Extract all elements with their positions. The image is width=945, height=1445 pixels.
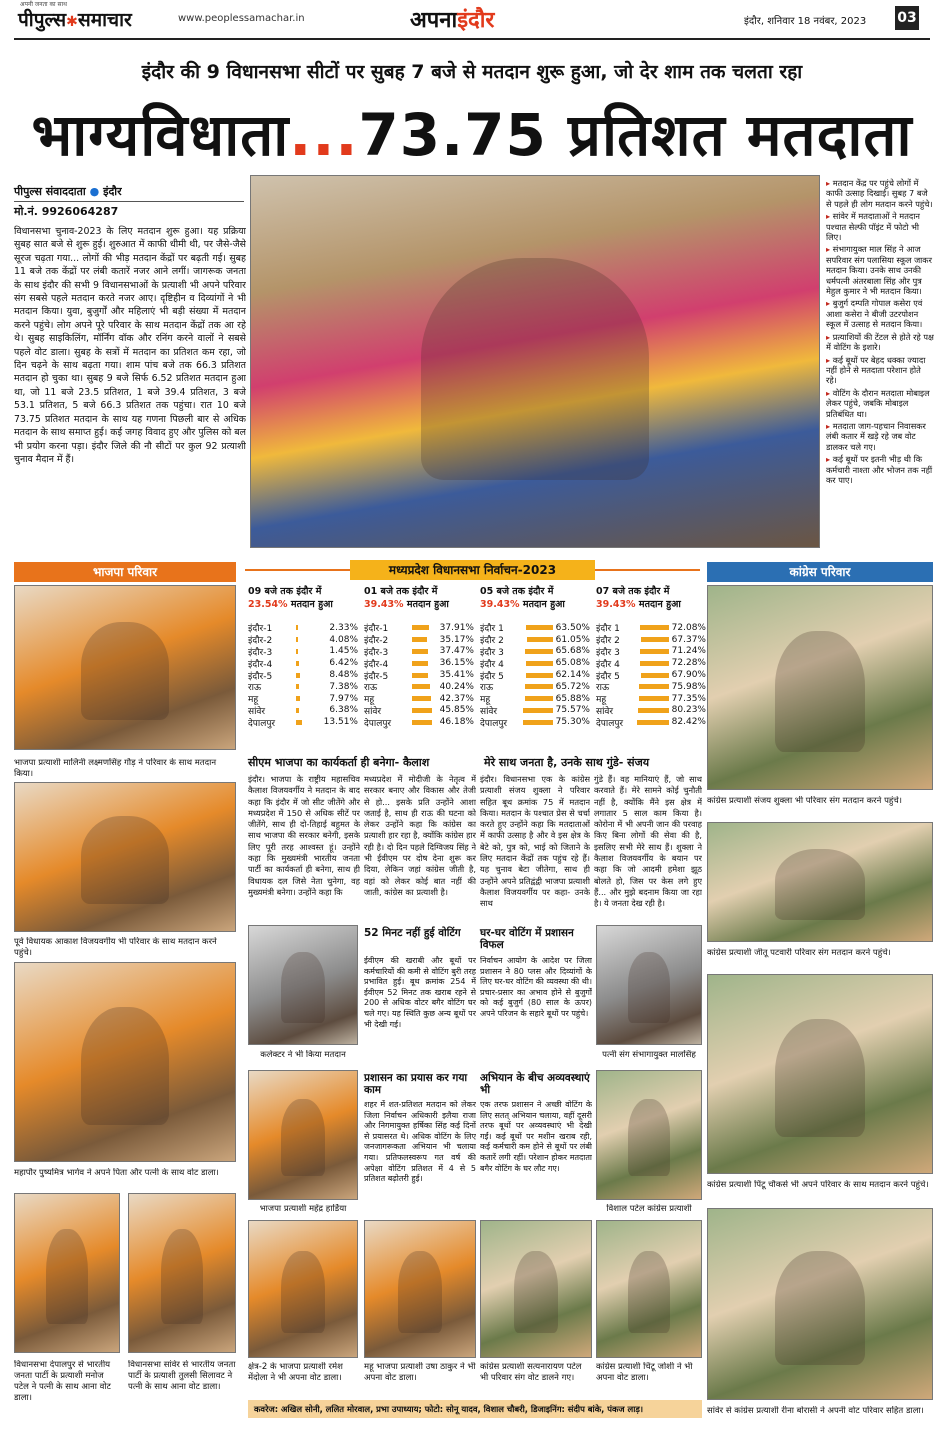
vishal-photo [596,1070,702,1200]
bjp-caption: विधानसभा देपालपुर से भारतीय जनता पार्टी के प्रत्याशी मनोज पटेल ने पत्नी के साथ आना वोट डाला। [14,1360,111,1403]
commissioner-photo [596,925,702,1045]
congress-caption: कांग्रेस प्रत्याशी संजय शुक्ला भी परिवार संग मतदान करने पहुंचे। [707,796,903,806]
main-headline-a: भाग्यविधाता [31,101,290,169]
story-kailash-headline: सीएम भाजपा का कार्यकर्ता ही बनेगा- कैलाश [248,756,430,769]
brief-52min-headline: 52 मिनट नहीं हुई वोटिंग [364,927,461,939]
hardia-photo [248,1070,358,1200]
logo-left: पीपुल्स [18,9,67,31]
main-headline-b: 73.75 प्रतिशत मतदाता [358,101,913,169]
chart-value-label: 37.91% [439,622,474,633]
commissioner-caption: पत्नी संग संभागायुक्त मालसिंह [602,1050,696,1060]
side-bullet: ▸ कई बूथों पर इतनी भीड़ थी कि कर्मचारी नाश्ता और भोजन तक नहीं कर पाए। [826,454,934,485]
chart-bar [412,625,429,630]
chart-value-label: 4.08% [329,634,358,645]
chart-bar [412,720,432,725]
chart-value-label: 75.98% [671,681,706,692]
chart-bar [523,720,553,725]
byline-phone: मो.नं. 9926064287 [14,205,119,218]
chart-bar [639,684,669,689]
chart-value-label: 80.23% [671,705,706,716]
section-title-main: इंदौर [457,8,495,33]
chart-row [248,646,358,658]
chart-row [480,693,590,705]
chart-category-label: इंदौर 4 [596,659,620,670]
chart-bar [296,661,299,666]
chart-bar [641,637,669,642]
hardia-caption: भाजपा प्रत्याशी महेंद्र हार्डिया [259,1204,347,1214]
chart-row [364,681,474,693]
congress-photo-sanjay [707,585,933,790]
dateline: इंदौर, शनिवार 18 नवंबर, 2023 [744,16,867,27]
story-sanjay-headline: मेरे साथ जनता है, उनके साथ गुंडे- संजय [484,756,650,769]
main-headline-dots: ... [289,101,359,169]
chart-row [364,646,474,658]
bjp-photo-pushyamitra [14,962,236,1162]
chart-category-label: इंदौर-1 [364,624,389,635]
credits-strip: कवरेज: अखिल सोनी, ललित मोरवाल, प्रभा उपाध्याय; फोटो: सोनू यादव, विशाल चौबरी, डिजाइनिंग: संदीप बांके, पंकज लाड़। [248,1400,702,1418]
chart-title: 01 बजे तक इंदौर में [364,586,438,597]
bjp-caption: पूर्व विधायक आकाश विजयवर्गीय भी परिवार के साथ मतदान करने पहुंचे। [14,937,217,958]
masthead [0,0,945,40]
chart-row [364,669,474,681]
byline [14,184,244,202]
chart-bar [523,708,553,713]
bjp-band: भाजपा परिवार [14,562,236,582]
chart-category-label: इंदौर-4 [364,659,389,670]
chart-row [364,693,474,705]
voters-queue-photo [250,175,820,548]
chart-value-label: 40.24% [439,681,474,692]
chart-value-label: 65.68% [555,646,590,657]
headline-kicker: इंदौर की 9 विधानसभा सीटों पर सुबह 7 बजे से मतदान शुरू हुआ, जो देर शाम तक चलता रहा [141,61,803,83]
chart-value-label: 1.45% [329,646,358,657]
chart-row [596,716,706,728]
satyanarayan-photo [480,1220,592,1358]
chart-value-label: 35.41% [439,670,474,681]
congress-photo-pintu [707,974,933,1174]
collector-caption: कलेक्टर ने भी किया मतदान [260,1050,346,1060]
chart-category-label: इंदौर 5 [480,671,504,682]
chart-category-label: इंदौर 3 [480,648,504,658]
lead-story: विधानसभा चुनाव-2023 के लिए मतदान शुरू हुआ। यह प्रक्रिया सुबह सात बजे से शुरू हुई। शुरुआत में काफी धीमी थी, पर जैसे-जैसे सूरज चढ़ता गया... लोगों की भीड़ मतदान केंद्रों पर बढ़ती गई। सुबह 11 बजे तक केंद्रों पर लंबी कतारें नजर आने लगीं। जागरूक जनता के साथ इंदौर की सभी 9 विधानसभाओं के प्रत्याशी भी अपने परिवार संग सबसे पहले मतदान करते नजर आए। दृष्टिहीन व दिव्यांगों ने भी मतदान किया। युवा, बुजुर्गों और महिलाएं भी बड़ी संख्या में मतदान करने पहुंचे। लोग अपने पूरे परिवार के साथ मतदान केंद्रों तक आ रहे थे। सुबह साइकिलिंग, मॉर्निंग वॉक और रनिंग करने वालों ने सबसे पहले वोट डाला। सुबह के सत्रों में मतदान का प्रतिशत कम रहा, जो दिन चढ़ने के साथ बढ़ता गया। शाम पांच बजे तक 66.3 प्रतिशत मतदान हो चुका था। सुबह 9 बजे सिर्फ 6.52 प्रतिशत मतदान हुआ था, जो 11 बजे 23.5 प्रतिशत, 1 बजे 39.4 प्रतिशत, 3 बजे 53.1 प्रतिशत, 5 बजे 66.3 प्रतिशत तक पहुंचा। रात 10 बजे 73.75 प्रतिशत मतदान के साथ यह गणना पिछली बार से अधिक मतदान के साथ समाप्त हुई। कई जगह विवाद हुए और पुलिस को बल भी प्रयोग करना पड़ा। इंदौर जिले की नौ सीटों पर कुल 92 प्रत्याशी चुनाव मैदान में हैं। [14,226,246,465]
chart-bar [412,637,427,642]
chart-value-label: 46.18% [439,717,474,728]
chart-bar [412,673,428,678]
main-headline [14,100,930,170]
side-bullet: ▸ बुजुर्ग दम्पति गोपाल कसेरा एवं आशा कसेरा ने बीजी उटरपोशन स्कूल में उत्साह से मतदान किया। [826,298,934,329]
chart-title: 09 बजे तक इंदौर में [248,586,322,597]
chintu-photo [596,1220,702,1358]
logo-mid: समाचार [77,9,132,31]
chart-category-label: इंदौर 2 [596,636,620,647]
side-bullet: ▸ मतदाता जाग-पहचान निवासकर लंबी कतार में खड़े रहे जब वोट डालकर चले गए। [826,421,934,452]
chart-bar [412,661,428,666]
chart-bar [412,649,428,654]
chart-row [596,693,706,705]
chart-category-label: राऊ [248,683,262,694]
brief-prashasan-body: निर्वाचन आयोग के आदेश पर जिला प्रशासन ने 80 प्लस और दिव्यांगों के लिए घर-घर वोटिंग की व्यवस्था की थी। प्रचार-प्रसार का अभाव होने से बुजुर्गों को कई बुजुर्ग (80 साल के ऊपर) अपने परिजन के सहारे बूथों पर पहुंचे। [480,956,592,1018]
chart-category-label: सांवेर [480,706,498,717]
chart-subtitle-pct: 23.54% [248,599,291,610]
chart-category-label: इंदौर 4 [480,659,504,670]
chart-subtitle [364,598,474,611]
chart-subtitle-rest: मतदान हुआ [638,599,681,610]
chart-value-label: 62.14% [555,670,590,681]
chart-value-label: 71.24% [671,646,706,657]
congress-caption: कांग्रेस प्रत्याशी पिंटू चौकसे भी अपने परिवार के साथ मतदान करने पहुंचे। [707,1180,929,1190]
congress-photo-jitu [707,822,933,942]
chart-row [364,622,474,634]
chart-title: 05 बजे तक इंदौर में [480,586,554,597]
chart-subtitle-rest: मतदान हुआ [406,599,449,610]
section-title-pre: अपना [410,8,458,33]
chart-row [248,634,358,646]
side-bullets [826,178,934,548]
chart-bar [296,696,300,701]
side-bullet: ▸ प्रत्याशियों की टेंटल से होते रहे पक्ष में वोटिंग के इशारे। [826,332,934,353]
chart-value-label: 36.15% [439,658,474,669]
newspaper-logo[interactable] [18,6,132,32]
chart-bar [638,708,669,713]
chart-category-label: इंदौर-5 [364,671,389,682]
chart-row [248,716,358,728]
chart-bar [296,673,300,678]
chart-category-label: इंदौर 5 [596,671,620,682]
turnout-chart [364,586,474,728]
chart-category-label: इंदौर-3 [364,648,389,658]
chart-category-label: इंदौर-4 [248,659,273,670]
chart-row [248,681,358,693]
chart-bar [526,625,553,630]
chart-value-label: 77.35% [671,693,706,704]
congress-caption: कांग्रेस प्रत्याशी जीतू पटवारी परिवार संग मतदान करने पहुंचे। [707,948,891,958]
chart-row [480,634,590,646]
logo-tagline: अपनी जनता का साथ [20,1,67,8]
chart-category-label: महू [480,695,491,706]
chart-category-label: महू [248,695,259,706]
chart-bar [296,649,298,654]
turnout-chart [596,586,706,728]
chart-bar [412,708,432,713]
chart-bar [296,684,299,689]
masthead-rule [14,38,930,40]
bjp-caption: महापौर पुष्यमित्र भार्गव ने अपने पिता और पत्नी के साथ वोट डाला। [14,1168,219,1178]
chart-bar [296,708,299,713]
chart-category-label: देपालपुर [480,718,508,729]
chart-band [245,560,700,580]
byline-place: इंदौर [103,185,122,198]
story-sanjay-col1: इंदौर। विधानसभा एक के कांग्रेस प्रत्याशी संजय शुक्ला ने परिवार सहित बूथ क्रमांक 75 में मतदान किया। मतदान के पश्चात प्रेस से चर्चा करते हुए उन्होंने कहा कि मतदाताओं में काफी उत्साह है और वे इस क्षेत्र के बेटे को, पुत्र को, भाई को जिताने के लिए मतदान केंद्रों तक पहुंच रहे हैं। यह चुनाव बेटा जीतेगा, साथ ही उन्होंने अपने प्रतिद्वंद्वी भाजपा प्रत्याशी कैलाश विजयवर्गीय पर कहा- उनके साथ [480,774,590,909]
chart-row [596,634,706,646]
side-bullet: ▸ वोटिंग के दौरान मतदाता मोबाइल लेकर पहुंचे, जबकि मोबाइल प्रतिबंधित था। [826,388,934,419]
ramesh-caption: क्षेत्र-2 के भाजपा प्रत्याशी रमेश मेंदोला ने भी अपना वोट डाला। [248,1362,343,1383]
dot-icon: ● [89,185,100,198]
brief-prayas-headline: प्रशासन का प्रयास कर गया काम [364,1072,468,1096]
chart-row [480,622,590,634]
chart-row [248,705,358,717]
chart-subtitle-pct: 39.43% [596,599,639,610]
chart-bar [412,684,430,689]
usha-caption: महू भाजपा प्रत्याशी उषा ठाकुर ने भी अपना वोट डाला। [364,1362,476,1383]
chart-band-title: मध्यप्रदेश विधानसभा निर्वाचन-2023 [350,560,595,580]
chart-subtitle-pct: 39.43% [364,599,407,610]
bjp-photo-akash [14,782,236,932]
chart-row [248,669,358,681]
chart-value-label: 82.42% [671,717,706,728]
side-bullet: ▸ संभागायुक्त माल सिंह ने आज सपरिवार संग पलासिया स्कूल जाकर मतदान किया। उनके साथ उनकी धर्मपत्नी अंतरबाला सिंह और पुत्र मेहुल कुमार ने भी मतदान किया। [826,244,934,296]
side-bullet: ▸ मतदान केंद्र पर पहुंचे लोगों में काफी उत्साह दिखाई। सुबह 7 बजे से पहले ही लोग मतदान करने पहुंचे। [826,178,934,209]
chart-value-label: 7.38% [329,681,358,692]
chart-value-label: 65.72% [555,681,590,692]
chart-value-label: 2.33% [329,622,358,633]
chart-bar [525,649,552,654]
chintu-caption: कांग्रेस प्रत्याशी चिंटू जोशी ने भी अपना वोट डाला। [596,1362,693,1383]
chart-value-label: 35.17% [439,634,474,645]
chart-bar [525,684,552,689]
chart-category-label: इंदौर-5 [248,671,273,682]
chart-row [480,716,590,728]
chart-row [248,622,358,634]
chart-row [480,646,590,658]
chart-value-label: 6.38% [329,705,358,716]
chart-bar [640,649,669,654]
chart-value-label: 42.37% [439,693,474,704]
congress-caption: सांवेर से कांग्रेस प्रत्याशी रीना बोरासी ने अपनी वोट परिवार सहित डाला। [707,1406,924,1416]
chart-title: 07 बजे तक इंदौर में [596,586,670,597]
chart-subtitle-rest: मतदान हुआ [290,599,333,610]
chart-row [248,657,358,669]
chart-value-label: 67.37% [671,634,706,645]
section-title [410,4,494,34]
chart-row [596,705,706,717]
logo-star-icon: ✱ [66,14,78,30]
chart-bar [527,637,553,642]
chart-category-label: इंदौर 2 [480,636,504,647]
chart-bar [641,673,669,678]
chart-value-label: 7.97% [329,693,358,704]
bjp-photo-malini [14,585,236,750]
usha-photo [364,1220,476,1358]
chart-category-label: महू [364,695,375,706]
chart-bar [525,696,552,701]
bjp-caption: भाजपा प्रत्याशी मालिनी लक्ष्मणसिंह गौड़ ने परिवार के साथ मतदान किया। [14,758,217,779]
story-kailash-col2: मध्यप्रदेश में मोदीजी के नेतृत्व में सरकार बनाए और विकास और तेजी से हो... इसके प्रति उन्होंने आशा जताई है, साथ ही राऊ की घटना को लेकर उन्होंने कहा कि कांग्रेस का प्रत्याशी हार रहा है, क्योंकि कांग्रेस हार रही है। दो दिन पहले दिग्विजय सिंह ने भी ईवीएम पर दोष देना शुरू कर दिया, लेकिन जहां कांग्रेस जीती है, वहां को लेकर कोई बात नहीं की जाती, कांग्रेस का प्रत्याशी है। [364,774,476,897]
chart-bar [296,637,298,642]
chart-category-label: राऊ [596,683,610,694]
page-number: 03 [895,6,919,30]
chart-row [364,705,474,717]
congress-photo-reena [707,1208,933,1400]
congress-band: कांग्रेस परिवार [707,562,933,582]
chart-category-label: इंदौर-2 [364,636,389,647]
chart-category-label: इंदौर 1 [596,624,620,635]
collector-photo [248,925,358,1045]
chart-bar [412,696,431,701]
chart-value-label: 72.28% [671,658,706,669]
chart-category-label: देपालपुर [248,718,276,729]
chart-category-label: राऊ [364,683,378,694]
chart-value-label: 75.57% [555,705,590,716]
chart-value-label: 75.30% [555,717,590,728]
brief-prashasan-headline: घर-घर वोटिंग में प्रशासन विफल [480,927,574,951]
chart-bar [526,661,553,666]
chart-row [364,657,474,669]
chart-category-label: देपालपुर [364,718,392,729]
chart-category-label: सांवेर [248,706,266,717]
chart-subtitle [596,598,706,611]
chart-value-label: 72.08% [671,622,706,633]
chart-category-label: सांवेर [596,706,614,717]
chart-value-label: 65.88% [555,693,590,704]
turnout-chart [480,586,590,728]
vishal-caption: विशाल पटेल कांग्रेस प्रत्याशी [606,1204,692,1214]
chart-bar [296,720,302,725]
chart-category-label: इंदौर-2 [248,636,273,647]
chart-value-label: 63.50% [555,622,590,633]
chart-row [364,716,474,728]
chart-row [596,622,706,634]
chart-bar [640,661,669,666]
ramesh-photo [248,1220,358,1358]
brief-abhiyan-headline: अभियान के बीच अव्यवस्थाएं भी [480,1072,590,1096]
chart-bar [640,625,669,630]
chart-subtitle [480,598,590,611]
chart-category-label: इंदौर 3 [596,648,620,658]
chart-value-label: 61.05% [555,634,590,645]
site-url[interactable]: www.peoplessamachar.in [178,13,305,24]
chart-row [596,669,706,681]
chart-row [596,681,706,693]
chart-category-label: इंदौर-1 [248,624,273,635]
chart-row [480,681,590,693]
turnout-chart [248,586,358,728]
brief-prayas-body: शहर में शत-प्रतिशत मतदान को लेकर जिला निर्वाचन अधिकारी इलैया राजा और निगमायुक्त हर्षिका सिंह कई दिनों से प्रयासरत थे। अधिक वोटिंग के लिए जनजागरूकता अभियान भी चलाया गया। प्रतिफलस्वरूप गत वर्ष की अपेक्षा वोटिंग प्रतिशत में 4 से 5 प्रतिशत बढ़ोतरी हुई। [364,1100,476,1184]
chart-bar [526,673,552,678]
bjp-caption: विधानसभा सांवेर से भारतीय जनता पार्टी के प्रत्याशी तुलसी सिलावट ने पत्नी के साथ आना वोट डाला। [128,1360,236,1392]
chart-row [596,646,706,658]
chart-subtitle-pct: 39.43% [480,599,523,610]
chart-row [248,693,358,705]
byline-reporter: पीपुल्स संवाददाता [14,185,86,198]
chart-subtitle-rest: मतदान हुआ [522,599,565,610]
chart-value-label: 6.42% [329,658,358,669]
chart-category-label: महू [596,695,607,706]
brief-abhiyan-body: एक तरफ प्रशासन ने अच्छी वोटिंग के लिए सतत् अभियान चलाया, वहीं दूसरी तरफ बूथों पर अव्यवस्थाएं भी देखी गईं। कई बूथों पर मशीन खराब रही, कई कर्मचारी कम होने से बूथों पर लंबी कतारें लगी रहीं। परेशान होकर मतदाता बगैर वोटिंग के घर लौट गए। [480,1100,592,1173]
chart-subtitle [248,598,358,611]
chart-category-label: सांवेर [364,706,382,717]
chart-value-label: 8.48% [329,670,358,681]
chart-bar [637,720,668,725]
chart-value-label: 65.08% [555,658,590,669]
chart-bar [639,696,669,701]
chart-value-label: 13.51% [323,717,358,728]
chart-row [596,657,706,669]
story-kailash-col1: इंदौर। भाजपा के राष्ट्रीय महासचिव कैलाश विजयवर्गीय ने मतदान के बाद कहा कि इंदौर में जो सीट जीतेंगे और मध्यप्रदेश में 150 से अधिक सीटें पर जीतेंगे, साथ ही दो-तिहाई बहुमत के साथ भाजपा की सरकार बनेगी, इसके लिए पूरी तरह आश्वस्त हूं। उन्होंने कहा कि मुख्यमंत्री भारतीय जनता पार्टी का कार्यकर्ता ही बनेगा, साथ ही विधायक दल जिसे नेता चुनेगा, वह मुख्यमंत्री बनेगा। उन्होंने कहा कि [248,774,360,897]
bjp-photo-manoj [14,1193,120,1353]
side-bullet: ▸ कई बूथों पर बेहद धक्का ज्यादा नहीं होने से मतदाता परेशान होते रहे। [826,355,934,386]
bjp-photo-tulsi [128,1193,236,1353]
chart-bar [296,625,298,630]
chart-value-label: 37.47% [439,646,474,657]
side-bullet: ▸ सांवेर में मतदाताओं ने मतदान पश्चात सेल्फी पॉइंट में फोटो भी लिए। [826,211,934,242]
chart-category-label: राऊ [480,683,494,694]
chart-category-label: इंदौर 1 [480,624,504,635]
chart-row [480,657,590,669]
chart-value-label: 67.90% [671,670,706,681]
chart-category-label: देपालपुर [596,718,624,729]
chart-row [364,634,474,646]
brief-52min-body: ईवीएम की खराबी और बूथों पर कर्मचारियों की कमी से वोटिंग बुरी तरह प्रभावित हुई। बूथ क्रमांक 254 में ईवीएम 52 मिनट तक खराब रहने से 200 से अधिक वोटर बगैर वोटिंग घर चले गए। यह स्थिति कुछ अन्य बूथों पर भी देखी गई। [364,956,476,1029]
chart-value-label: 45.85% [439,705,474,716]
satyanarayan-caption: कांग्रेस प्रत्याशी सत्यनारायण पटेल भी परिवार संग वोट डालने गए। [480,1362,582,1383]
chart-category-label: इंदौर-3 [248,648,273,658]
chart-row [480,669,590,681]
story-sanjay-col2: गुंडे हैं। वह मानियाएं हैं, जो साथ करवाते हैं। मेरे सामने कोई चुनौती नहीं है, क्योंकि मैंने इस क्षेत्र में लगातार 5 साल काम किया है। कोरोना में भी अपनी जान की परवाह किए बिना लोगों की सेवा की है, इसलिए सभी मेरे साथ हैं। शुक्ला ने कैलाश विजयवर्गीय के बयान पर कहा कि जो आदमी हमेशा झूठ बोलते हो, जिस पर केस लगे हुए हैं... और मुझे बदनाम किया जा रहा है। ये जनता देख रही है। [594,774,702,909]
chart-row [480,705,590,717]
